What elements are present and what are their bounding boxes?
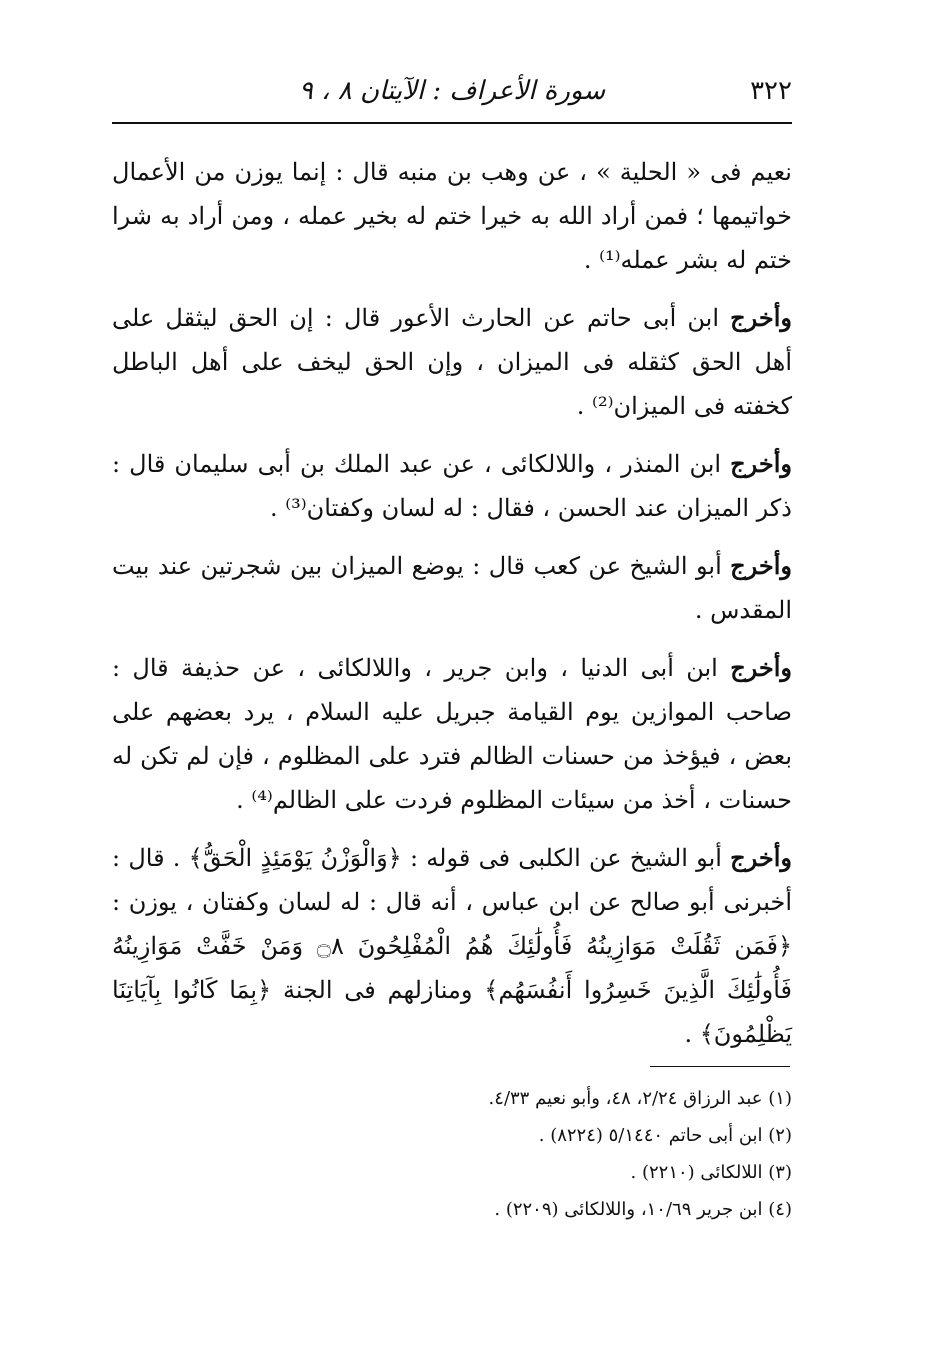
paragraph bbox=[112, 646, 792, 822]
paragraph-text: أبو الشيخ عن الكلبى فى قوله : ﴿وَالْوَزْنُ يَوْمَئِذٍ الْحَقُّ﴾ . قال : أخبرنى أبو صالح عن ابن عباس ، أنه قال : له لسان وكفتان ، يوزن : ﴿فَمَن ثَقُلَتْ مَوَازِينُهُ فَأُولَٰئِكَ هُمُ الْمُفْلِحُونَ ۝٨ وَمَنْ خَفَّتْ مَوَازِينُهُ فَأُولَٰئِكَ الَّذِينَ خَسِرُوا أَنفُسَهُم﴾ ومنازلهم فى الجنة ﴿بِمَا كَانُوا بِآيَاتِنَا يَظْلِمُونَ﴾ . bbox=[112, 844, 793, 1048]
footnote-rule bbox=[650, 1066, 790, 1067]
paragraph-text: نعيم فى « الحلية » ، عن وهب بن منبه قال : إنما يوزن من الأعمال خواتيمها ؛ فمن أراد الله به خيرا ختم له بخير عمله ، ومن أراد به شرا ختم له بشر عمله⁽¹⁾ . bbox=[112, 158, 792, 274]
page-number: ٣٢٢ bbox=[750, 76, 792, 106]
paragraph bbox=[112, 296, 792, 428]
page-header bbox=[112, 70, 792, 120]
paragraph-lead: وأخرج bbox=[730, 449, 792, 478]
paragraph-lead: وأخرج bbox=[730, 653, 793, 682]
paragraph bbox=[112, 442, 792, 530]
paragraph bbox=[112, 836, 792, 1056]
body-text bbox=[112, 150, 792, 1070]
running-title: سورة الأعراف : الآيتان ٨ ، ٩ bbox=[298, 76, 606, 106]
header-rule bbox=[112, 122, 792, 124]
paragraph bbox=[112, 150, 792, 282]
footnotes bbox=[112, 1080, 792, 1228]
footnote: (٢) ابن أبى حاتم ٥/١٤٤٠ (٨٢٢٤) . bbox=[538, 1125, 792, 1146]
footnote: (١) عبد الرزاق ٢/٢٤، ٤٨، وأبو نعيم ٤/٣٣. bbox=[488, 1088, 792, 1109]
paragraph-text: ابن أبى الدنيا ، وابن جرير ، واللالكائى ، عن حذيفة قال : صاحب الموازين يوم القيامة جبريل عليه السلام ، يرد بعضهم على بعض ، فيؤخذ من حسنات الظالم فترد على المظلوم ، فإن لم تكن له حسنات ، أخذ من سيئات المظلوم فردت على الظالم⁽⁴⁾ . bbox=[112, 654, 793, 814]
paragraph-text: ابن أبى حاتم عن الحارث الأعور قال : إن الحق ليثقل على أهل الحق كثقله فى الميزان ، وإن الحق ليخف على أهل الباطل كخفته فى الميزان⁽²⁾ . bbox=[112, 304, 792, 420]
footnote: (٤) ابن جرير ١٠/٦٩، واللالكائى (٢٢٠٩) . bbox=[494, 1199, 792, 1220]
paragraph-lead: وأخرج bbox=[730, 843, 792, 872]
paragraph-lead: وأخرج bbox=[730, 303, 792, 332]
paragraph-text: أبو الشيخ عن كعب قال : يوضع الميزان بين شجرتين عند بيت المقدس . bbox=[112, 552, 792, 624]
footnote: (٣) اللالكائى (٢٢١٠) . bbox=[630, 1162, 792, 1183]
paragraph bbox=[112, 544, 792, 632]
paragraph-lead: وأخرج bbox=[730, 551, 792, 580]
paragraph-text: ابن المنذر ، واللالكائى ، عن عبد الملك بن أبى سليمان قال : ذكر الميزان عند الحسن ، فقال : له لسان وكفتان⁽³⁾ . bbox=[112, 450, 792, 522]
